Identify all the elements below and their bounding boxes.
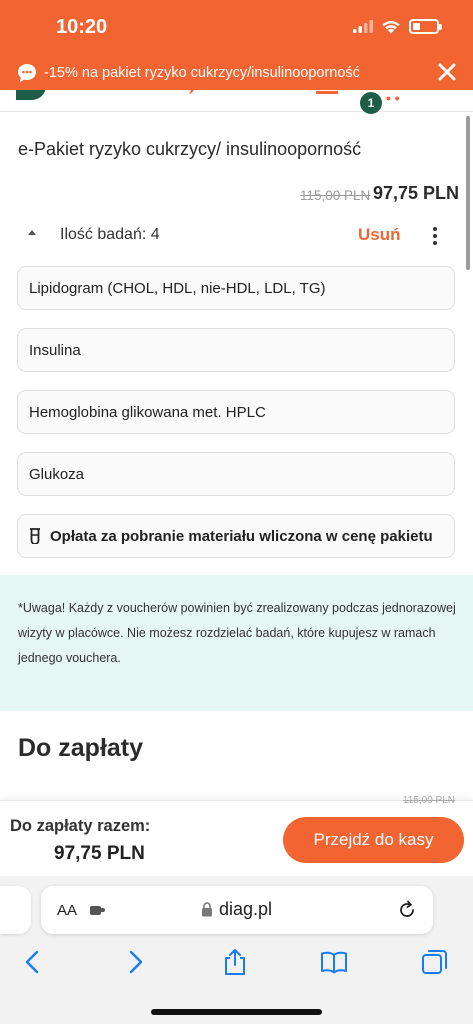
summary-title: Do zapłaty bbox=[18, 734, 144, 762]
battery-icon bbox=[409, 19, 439, 34]
total-label: Do zapłaty razem: bbox=[10, 817, 151, 835]
checkout-button[interactable]: Przejdź do kasy bbox=[283, 817, 464, 863]
home-indicator bbox=[151, 1009, 322, 1015]
previous-tab[interactable] bbox=[0, 886, 31, 934]
promo-banner[interactable] bbox=[0, 56, 473, 90]
collapse-arrow-icon[interactable] bbox=[28, 230, 36, 235]
share-icon[interactable] bbox=[221, 948, 249, 976]
logo[interactable] bbox=[16, 90, 46, 100]
bookmarks-icon[interactable] bbox=[320, 948, 348, 976]
product-title: e-Pakiet ryzyko cukrzycy/ insulinooporność bbox=[18, 139, 362, 159]
fee-note-text: Opłata za pobranie materiału wliczona w cenę pakietu bbox=[50, 527, 433, 545]
remove-button[interactable]: Usuń bbox=[358, 225, 401, 244]
total-value: 97,75 PLN bbox=[54, 843, 145, 864]
current-price: 97,75 PLN bbox=[373, 183, 460, 203]
address-bar[interactable] bbox=[41, 886, 433, 934]
cart-count-badge: 1 bbox=[360, 92, 382, 114]
signal-icon bbox=[353, 20, 373, 33]
tabs-icon[interactable] bbox=[421, 948, 449, 976]
site-header bbox=[0, 90, 473, 112]
cart-icon[interactable] bbox=[316, 90, 338, 94]
test-item[interactable]: Hemoglobina glikowana met. HPLC bbox=[17, 390, 455, 434]
voucher-notice-text: *Uwaga! Każdy z voucherów powinien być zrealizowany podczas jednorazowej wizyty w placówce. Nie możesz rozdzielać badań, które kupujesz w ramach jednego vouchera. bbox=[18, 601, 456, 665]
tests-count-label[interactable]: Ilość badań: 4 bbox=[60, 226, 160, 243]
test-item[interactable]: Insulina bbox=[17, 328, 455, 372]
test-item[interactable]: Glukoza bbox=[17, 452, 455, 496]
wifi-icon bbox=[381, 19, 401, 34]
close-icon[interactable] bbox=[435, 60, 459, 84]
more-options-icon[interactable] bbox=[428, 225, 442, 247]
status-time: 10:20 bbox=[56, 16, 108, 38]
menu-icon[interactable]: • • bbox=[386, 90, 400, 106]
back-icon[interactable] bbox=[19, 948, 47, 976]
battery-level bbox=[413, 23, 420, 30]
lock-icon bbox=[201, 902, 213, 917]
scrollbar[interactable] bbox=[466, 116, 470, 270]
status-bar bbox=[0, 0, 473, 56]
extension-icon[interactable] bbox=[90, 904, 106, 916]
ghost-old-price: 115,00 PLN bbox=[402, 795, 455, 806]
reload-icon[interactable] bbox=[397, 900, 417, 920]
test-tube-icon bbox=[28, 528, 42, 544]
fee-note bbox=[17, 514, 455, 558]
forward-icon[interactable] bbox=[121, 948, 149, 976]
logo-accent bbox=[186, 90, 194, 94]
text-size-button[interactable]: AA bbox=[57, 902, 78, 919]
old-price: 115,00 PLN bbox=[300, 188, 371, 203]
promo-text: -15% na pakiet ryzyko cukrzycy/insulinooporność bbox=[44, 65, 360, 81]
checkout-footer bbox=[0, 795, 473, 876]
status-icons bbox=[353, 19, 439, 34]
url-text: diag.pl bbox=[219, 899, 273, 919]
test-item[interactable]: Lipidogram (CHOL, HDL, nie-HDL, LDL, TG) bbox=[17, 266, 455, 310]
chat-icon bbox=[17, 63, 37, 83]
